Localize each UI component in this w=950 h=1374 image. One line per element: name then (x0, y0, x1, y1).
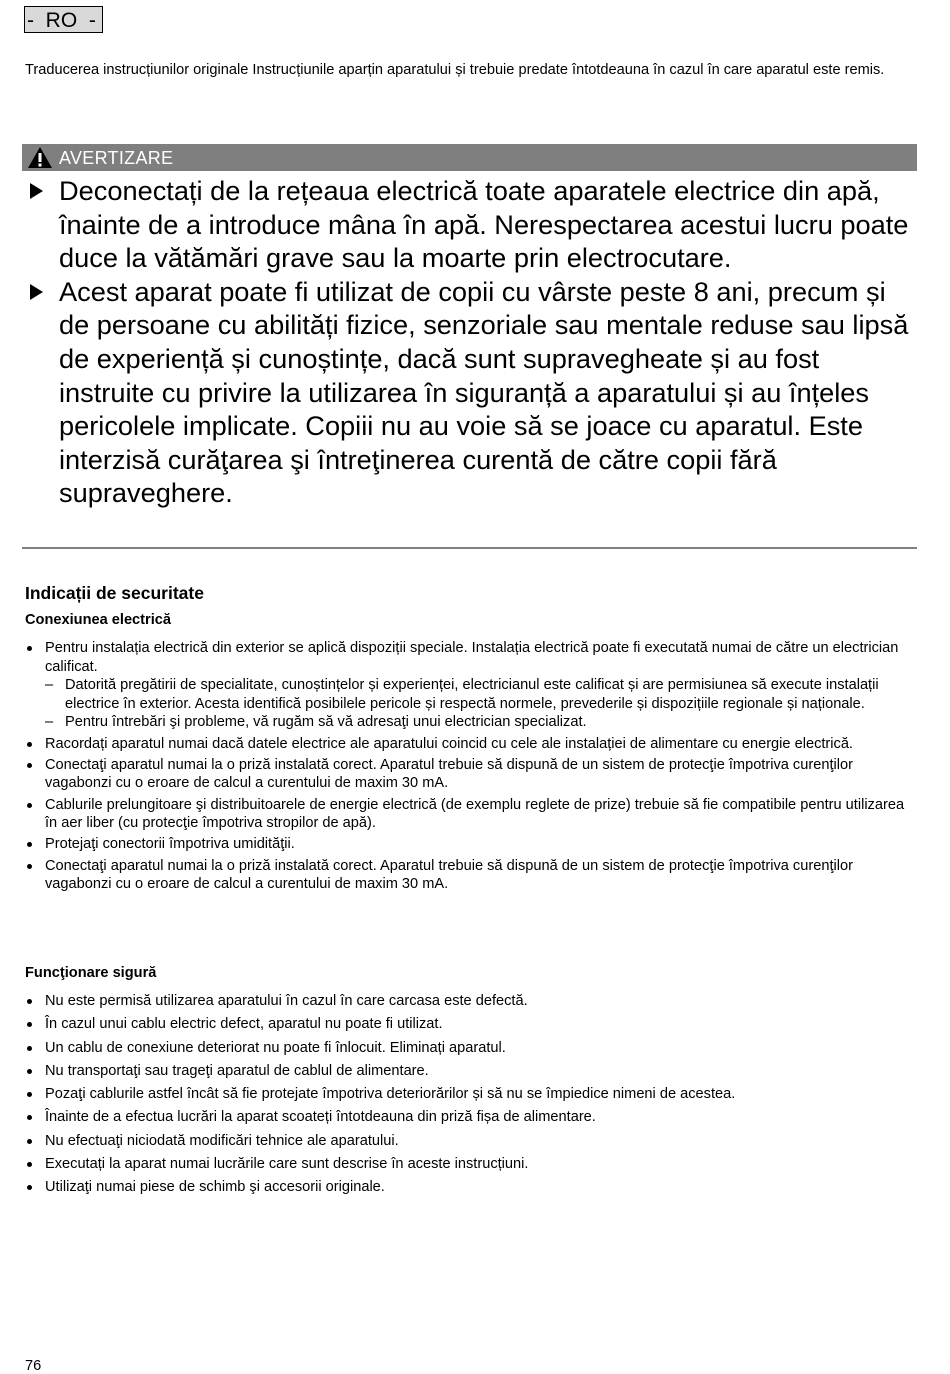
warning-label: AVERTIZARE (59, 148, 174, 168)
bullet-icon (27, 803, 32, 808)
sub-list (45, 676, 915, 732)
list-item: Nu este permisă utilizarea aparatului în cazul în care carcasa este defectă. (25, 992, 915, 1010)
bullet-icon (27, 1185, 32, 1190)
subsection-heading-safe-operation: Funcţionare sigură (25, 965, 157, 981)
list-item: Pentru instalația electrică din exterior se aplică dispoziții speciale. Instalația electrică poate fi executată numai de către un electrician calificat. – Datorită pregătirii de specialitate, cunoștințelor și experienței, electricianul este calificat și are permisiunea să execute instalații electrice în exterior. Acesta identifică posibilele pericole și respectă normele, prevederile și dispozițiile regionale și naționale. – Pentru întrebări şi probleme, vă rugăm să vă adresaţi unui electrician specializat. (25, 639, 915, 732)
list-item: Protejaţi conectorii împotriva umidităţii. (25, 835, 915, 854)
sub-list-item: – Pentru întrebări şi probleme, vă rugăm să vă adresaţi unui electrician specializat. (45, 714, 587, 731)
warning-list (22, 174, 917, 510)
list-item: Nu efectuaţi niciodată modificări tehnice ale aparatului. (25, 1132, 915, 1150)
bullet-icon (27, 763, 32, 768)
warning-item: Acest aparat poate fi utilizat de copii cu vârste peste 8 ani, precum și de persoane cu abilități fizice, senzoriale sau mentale reduse sau lipsă de experiență și cunoștințe, dacă sunt supravegheate și au fost instruite cu privire la utilizarea în siguranță a aparatului și au înțeles pericolele implicate. Copiii nu au voie să se joace cu aparatul. Este interzisă curăţarea şi întreţinerea curentă de către copii fără supraveghere. (22, 275, 917, 510)
bullet-icon (27, 1069, 32, 1074)
list-item: Un cablu de conexiune deteriorat nu poate fi înlocuit. Eliminați aparatul. (25, 1039, 915, 1057)
bullet-icon (27, 1115, 32, 1120)
section-heading: Indicații de securitate (25, 583, 204, 603)
warning-triangle-icon (27, 146, 53, 177)
list-item: Racordați aparatul numai dacă datele electrice ale aparatului coincid cu cele ale instalației de alimentare cu energie electrică. (25, 735, 915, 754)
bullet-icon (27, 1162, 32, 1167)
list-item: Pozaţi cablurile astfel încât să fie protejate împotriva deteriorărilor și să nu se împiedice nimeni de acestea. (25, 1085, 915, 1103)
warning-divider (22, 547, 917, 549)
warning-header (22, 144, 917, 171)
bullet-icon (27, 1139, 32, 1144)
bullet-icon (27, 864, 32, 869)
safe-operation-list (25, 992, 915, 1202)
arrow-right-icon (30, 183, 43, 199)
list-item: Înainte de a efectua lucrări la aparat scoateți întotdeauna din priză fișa de alimentare. (25, 1108, 915, 1126)
language-tag: - RO - (24, 6, 103, 33)
page-number: 76 (25, 1358, 42, 1374)
bullet-icon (27, 842, 32, 847)
list-item: Executați la aparat numai lucrările care sunt descrise în aceste instrucțiuni. (25, 1155, 915, 1173)
list-item: Nu transportaţi sau trageţi aparatul de cablul de alimentare. (25, 1062, 915, 1080)
list-item: Utilizaţi numai piese de schimb şi accesorii originale. (25, 1178, 915, 1196)
bullet-icon (27, 999, 32, 1004)
electrical-list (25, 639, 915, 896)
bullet-icon (27, 646, 32, 651)
warning-item: Deconectați de la rețeaua electrică toate aparatele electrice din apă, înainte de a introduce mâna în apă. Nerespectarea acestui lucru poate duce la vătămări grave sau la moarte prin electrocutare. (22, 174, 917, 275)
arrow-right-icon (30, 284, 43, 300)
bullet-icon (27, 1022, 32, 1027)
sub-list-item: – Datorită pregătirii de specialitate, cunoștințelor și experienței, electricianul este calificat și are permisiunea să execute instalații electrice în exterior. Acesta identifică posibilele pericole și respectă normele, prevederile și dispozițiile regionale și naționale. (45, 677, 879, 712)
bullet-icon (27, 1046, 32, 1051)
list-item: Conectaţi aparatul numai la o priză instalată corect. Aparatul trebuie să dispună de un sistem de protecţie împotriva curenţilor vagabonzi cu o eroare de calcul a curentului de maxim 30 mA. (25, 857, 915, 894)
list-item: Cablurile prelungitoare şi distribuitoarele de energie electrică (de exemplu reglete de prize) trebuie să fie compatibile pentru utilizarea în aer liber (cu protecţie împotriva stropilor de apă). (25, 796, 915, 833)
subsection-heading-electrical: Conexiunea electrică (25, 612, 172, 628)
bullet-icon (27, 1092, 32, 1097)
list-item: Conectaţi aparatul numai la o priză instalată corect. Aparatul trebuie să dispună de un sistem de protecţie împotriva curenţilor vagabonzi cu o eroare de calcul a curentului de maxim 30 mA. (25, 756, 915, 793)
bullet-icon (27, 742, 32, 747)
list-item: În cazul unui cablu electric defect, aparatul nu poate fi utilizat. (25, 1015, 915, 1033)
intro-text: Traducerea instrucțiunilor originale Instrucțiunile aparțin aparatului și trebuie predate întotdeauna în cazul în care aparatul este remis. (25, 62, 885, 78)
